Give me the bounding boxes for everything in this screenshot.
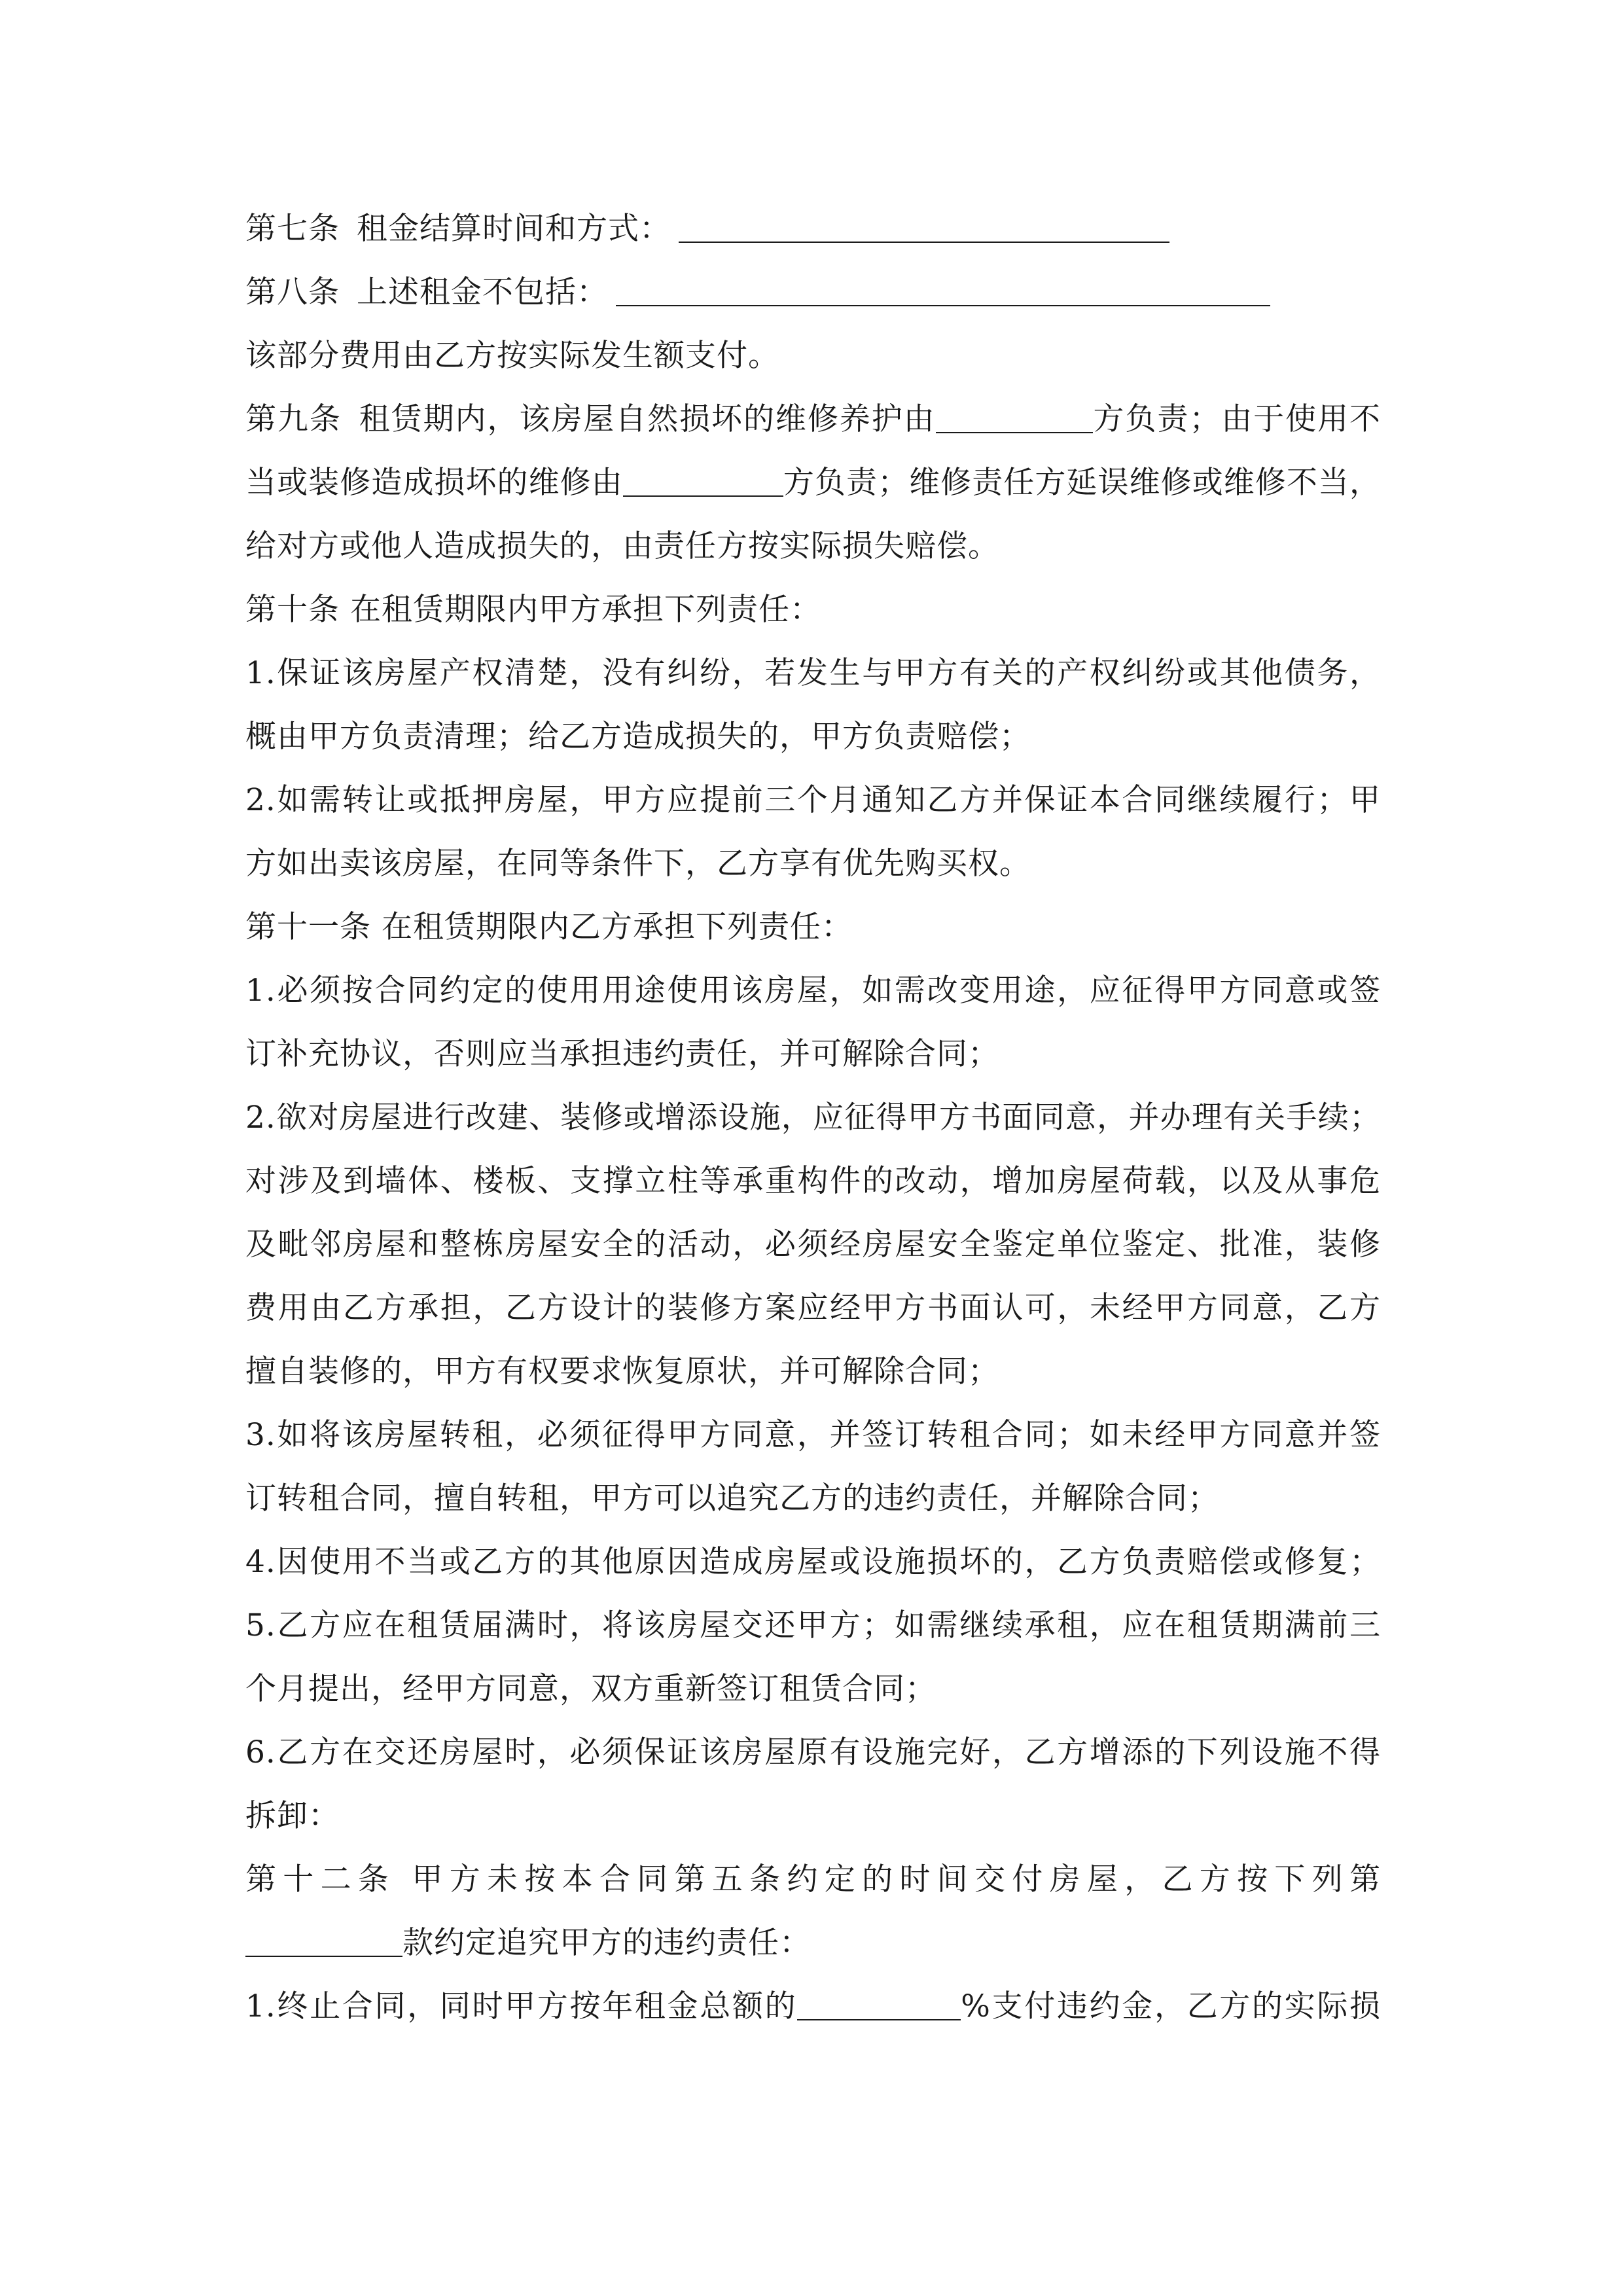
article-11-item-6b: 拆卸： <box>245 1798 340 1834</box>
article-11-title: 第十一条 在租赁期限内乙方承担下列责任： <box>245 909 853 945</box>
article-10-item-2a: 2.如需转让或抵押房屋，甲方应提前三个月通知乙方并保证本合同继续履行；甲 <box>245 782 1381 818</box>
maintenance-party-blank[interactable] <box>936 403 1093 433</box>
article-11-item-4: 4.因使用不当或乙方的其他原因造成房屋或设施损坏的，乙方负责赔偿或修复； <box>245 1544 1381 1580</box>
article-9-line-1 <box>245 387 1381 451</box>
article-8-text: 上述租金不包括： <box>357 274 608 310</box>
settlement-method-blank[interactable] <box>679 213 1169 243</box>
article-10-item-2b: 方如出卖该房屋，在同等条件下，乙方享有优先购买权。 <box>245 846 1031 882</box>
repair-party-blank[interactable] <box>623 467 783 497</box>
document-body <box>245 197 1381 2038</box>
article-7-text: 租金结算时间和方式： <box>357 211 671 247</box>
article-11-item-2b: 对涉及到墙体、楼板、支撑立柱等承重构件的改动，增加房屋荷载，以及从事危 <box>245 1163 1381 1199</box>
article-11-item-2c: 及毗邻房屋和整栋房屋安全的活动，必须经房屋安全鉴定单位鉴定、批准，装修 <box>245 1227 1381 1263</box>
article-11-item-1b: 订补充协议，否则应当承担违约责任，并可解除合同； <box>245 1036 999 1072</box>
article-12-item-1-text-2: %支付违约金，乙方的实际损 <box>961 1988 1381 2024</box>
article-9-label: 第九条 <box>245 401 342 437</box>
article-9-text-3: 当或装修造成损坏的维修由 <box>245 465 623 501</box>
article-12-text-2: 款约定追究甲方的违约责任： <box>402 1925 811 1961</box>
article-9-line-2 <box>245 451 1381 514</box>
article-12-line-1: 第十二条 甲方未按本合同第五条约定的时间交付房屋，乙方按下列第 <box>245 1861 1381 1897</box>
article-8-line <box>245 260 1381 324</box>
article-11-item-5b: 个月提出，经甲方同意，双方重新签订租赁合同； <box>245 1671 936 1707</box>
article-11-item-6a: 6.乙方在交还房屋时，必须保证该房屋原有设施完好，乙方增添的下列设施不得 <box>245 1734 1381 1770</box>
article-11-item-5a: 5.乙方应在租赁届满时，将该房屋交还甲方；如需继续承租，应在租赁期满前三 <box>245 1607 1381 1643</box>
article-12-item-1-text-1: 1.终止合同，同时甲方按年租金总额的 <box>245 1988 798 2024</box>
article-9-text-2: 方负责；由于使用不 <box>1092 401 1382 437</box>
article-11-item-2e: 擅自装修的，甲方有权要求恢复原状，并可解除合同； <box>245 1354 999 1390</box>
article-9-text-1: 租赁期内，该房屋自然损坏的维修养护由 <box>358 401 936 437</box>
article-10-item-1a: 1.保证该房屋产权清楚，没有纠纷，若发生与甲方有关的产权纠纷或其他债务， <box>245 655 1381 691</box>
article-11-item-3b: 订转租合同，擅自转租，甲方可以追究乙方的违约责任，并解除合同； <box>245 1480 1219 1516</box>
article-10-item-1b: 概由甲方负责清理；给乙方造成损失的，甲方负责赔偿； <box>245 719 1031 755</box>
article-11-item-3a: 3.如将该房屋转租，必须征得甲方同意，并签订转租合同；如未经甲方同意并签 <box>245 1417 1381 1453</box>
article-10-title: 第十条 在租赁期限内甲方承担下列责任： <box>245 592 821 628</box>
excluded-fees-blank[interactable] <box>616 276 1270 306</box>
article-8-label: 第八条 <box>245 274 340 310</box>
article-11-item-2a: 2.欲对房屋进行改建、装修或增添设施，应征得甲方书面同意，并办理有关手续； <box>245 1100 1381 1136</box>
article-11-item-1a: 1.必须按合同约定的使用用途使用该房屋，如需改变用途，应征得甲方同意或签 <box>245 973 1381 1009</box>
article-9-line-3: 给对方或他人造成损失的，由责任方按实际损失赔偿。 <box>245 528 999 564</box>
article-11-item-2d: 费用由乙方承担，乙方设计的装修方案应经甲方书面认可，未经甲方同意，乙方 <box>245 1290 1381 1326</box>
article-12-line-2 <box>245 1911 1381 1975</box>
article-7-label: 第七条 <box>245 211 340 247</box>
penalty-percent-blank[interactable] <box>797 1990 961 2020</box>
article-9-text-4: 方负责；维修责任方延误维修或维修不当， <box>783 465 1382 501</box>
clause-number-blank[interactable] <box>245 1927 402 1957</box>
article-7-line <box>245 197 1381 260</box>
article-8-note: 该部分费用由乙方按实际发生额支付。 <box>245 338 779 374</box>
article-12-item-1 <box>245 1975 1381 2038</box>
